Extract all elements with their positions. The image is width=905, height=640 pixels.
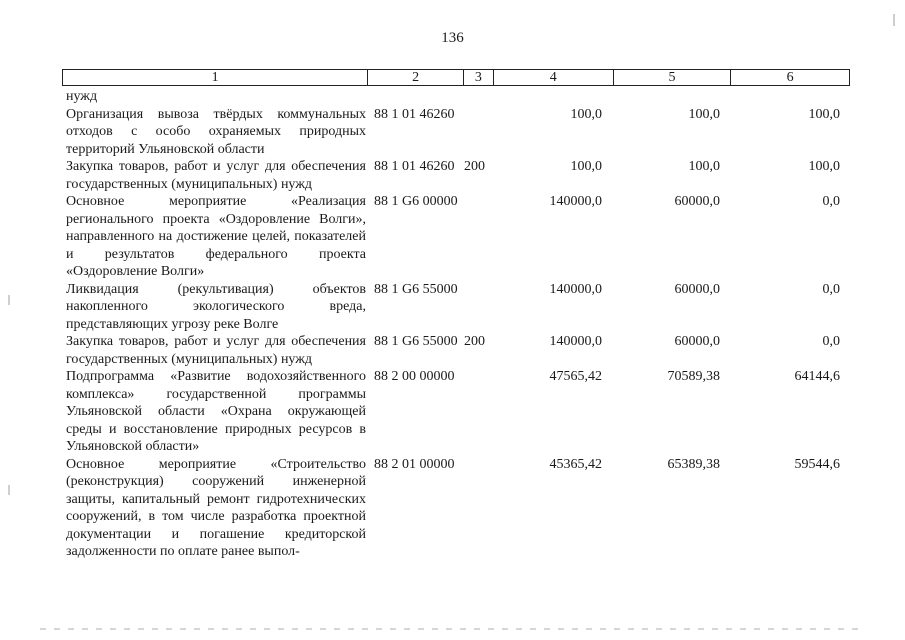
table-body [62, 88, 850, 561]
scan-mark-left [8, 295, 10, 305]
header-col-5: 5 [614, 70, 732, 85]
row-name: Закупка товаров, работ и услуг для обеспечения государственных (муниципальных) нужд [66, 159, 366, 192]
table-row [62, 333, 850, 368]
scan-mark-left [8, 485, 10, 495]
scan-noise-bottom [40, 628, 860, 630]
row-value-col4: 47565,42 [549, 369, 602, 384]
table-row [62, 281, 850, 334]
row-value-col4: 45365,42 [549, 456, 602, 472]
row-code: 88 1 G6 00000 [374, 194, 458, 209]
row-name: Ликвидация (рекультивация) объектов накопленного экологического вреда, представляющих угрозу реке Волге [66, 281, 366, 332]
header-col-2: 2 [368, 70, 464, 85]
row-name: нужд [66, 89, 98, 104]
row-value-col4: 100,0 [570, 106, 602, 122]
table-row [62, 456, 850, 561]
row-value-col4: 140000,0 [549, 194, 602, 209]
row-value-col5: 60000,0 [674, 281, 720, 297]
table-row [62, 106, 850, 159]
row-value-col4: 140000,0 [549, 281, 602, 297]
row-code: 88 2 00 00000 [374, 369, 455, 384]
table-row [62, 193, 850, 281]
row-code: 88 1 G6 55000 [374, 281, 458, 297]
row-value-col6: 0,0 [822, 281, 840, 297]
header-col-3: 3 [464, 70, 494, 85]
row-value-col6: 100,0 [808, 159, 840, 174]
header-col-6: 6 [786, 70, 794, 85]
row-value-col4: 140000,0 [549, 334, 602, 349]
row-code: 88 1 01 46260 [374, 159, 455, 174]
row-value-col6: 0,0 [822, 194, 840, 209]
row-value-col6: 59544,6 [794, 456, 840, 472]
table-header [62, 69, 850, 86]
row-value-col5: 70589,38 [667, 369, 720, 384]
scan-mark-top-right [893, 14, 895, 26]
header-col-4: 4 [494, 70, 614, 85]
table-row [62, 158, 850, 193]
row-value-col5: 60000,0 [674, 334, 720, 349]
row-value-col5: 100,0 [688, 106, 720, 122]
row-code: 88 1 01 46260 [374, 106, 455, 122]
row-value-col4: 100,0 [570, 159, 602, 174]
row-value-col5: 65389,38 [667, 456, 720, 472]
row-name: Организация вывоза твёрдых коммунальных отходов с особо охраняемых природных территорий Ульяновской области [66, 106, 366, 157]
row-code: 88 2 01 00000 [374, 456, 455, 472]
row-value-col5: 60000,0 [674, 194, 720, 209]
row-code: 88 1 G6 55000 [374, 334, 458, 349]
row-vr: 200 [464, 334, 485, 349]
table-row [62, 88, 850, 106]
row-name: Подпрограмма «Развитие водохозяйственного комплекса» государственной программы Ульяновской области «Охрана окружающей среды и восстановление природных ресурсов в Ульяновской области» [66, 369, 366, 454]
row-value-col6: 64144,6 [794, 369, 840, 384]
row-name: Основное мероприятие «Строительство (реконструкция) сооружений инженерной защиты, капитальный ремонт гидротехнических сооружений, в том числе разработка проектной документации и погашение кредиторской задолженности по оплате ранее выпол- [66, 456, 366, 559]
row-vr: 200 [464, 159, 485, 174]
page-number: 136 [441, 30, 464, 46]
table-row [62, 368, 850, 456]
row-value-col6: 100,0 [808, 106, 840, 122]
row-value-col6: 0,0 [822, 334, 840, 349]
row-name: Закупка товаров, работ и услуг для обеспечения государственных (муниципальных) нужд [66, 334, 366, 367]
row-value-col5: 100,0 [688, 159, 720, 174]
row-name: Основное мероприятие «Реализация регионального проекта «Оздоровление Волги», направленного на достижение целей, показателей и результатов федерального проекта «Оздоровление Волги» [66, 194, 366, 279]
header-col-1: 1 [63, 70, 368, 85]
